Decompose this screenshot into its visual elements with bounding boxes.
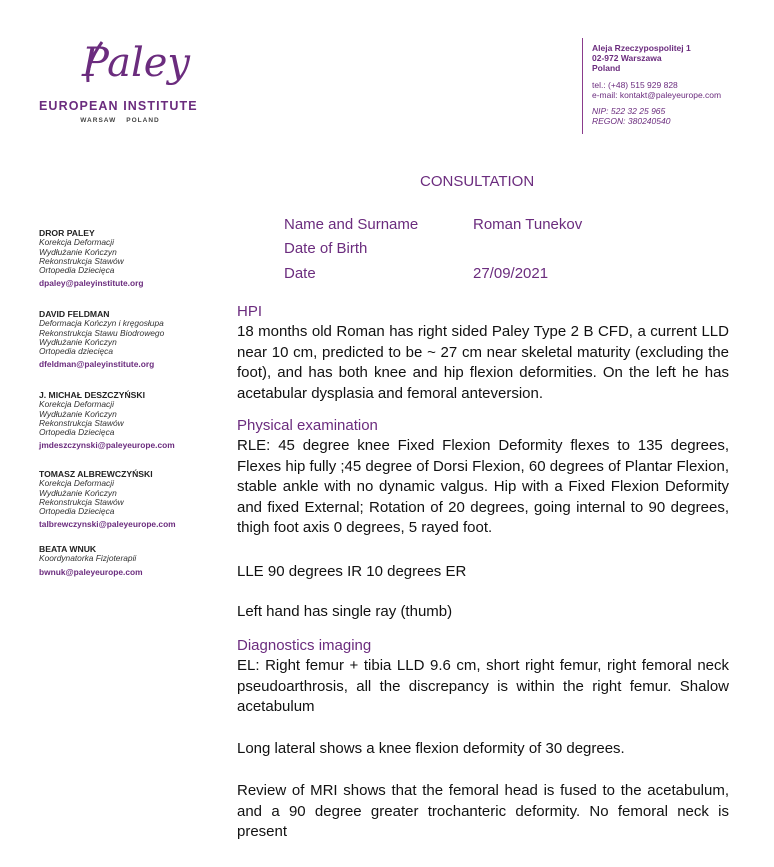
doctor-email[interactable]: bwnuk@paleyeurope.com xyxy=(39,566,143,577)
address-regon: REGON: 380240540 xyxy=(592,116,671,127)
imaging-mri-text: Review of MRI shows that the femoral head is fused to the acetabulum, and a 90 degree greater trochanteric deformity. No femoral neck is present xyxy=(237,782,729,841)
doctor-role: Deformacja Kończyn i kręgosłupa xyxy=(39,318,164,329)
exam-rle-text: RLE: 45 degree knee Fixed Flexion Deformity flexes to 135 degrees, Flexes hip fully ;45 degree of Dorsi Flexion, 60 degrees of Plantar Flexion, stable ankle with no dynamic valgus. Hip with a Fixed Flexion Deformity and fixed External; Rotation of 20 degrees, going internal to 90 degrees, thigh foot axis 0 degrees, 5 rayed foot. xyxy=(237,437,729,537)
address-tel: tel.: (+48) 515 929 828 xyxy=(592,79,678,90)
logo-city: WARSAW xyxy=(80,117,117,124)
doctor-entry xyxy=(39,391,214,451)
doctor-role: Korekcja Deformacji xyxy=(39,399,114,410)
address-email: e-mail: kontakt@paleyeurope.com xyxy=(592,89,722,100)
doctor-role: Wydłużanie Kończyn xyxy=(39,487,117,498)
doctor-entry xyxy=(39,470,214,530)
doctor-name: DAVID FELDMAN xyxy=(39,309,110,319)
address-city: 02-972 Warszawa xyxy=(592,53,662,64)
doctor-entry xyxy=(39,545,214,577)
doctor-role: Wydłużanie Kończyn xyxy=(39,408,117,419)
address-block xyxy=(592,43,721,126)
doctor-role: Korekcja Deformacji xyxy=(39,478,114,489)
name-label: Name and Surname xyxy=(284,216,419,233)
doctor-role: Rekonstrukcja Stawu Biodrowego xyxy=(39,327,165,338)
hpi-heading: HPI xyxy=(237,303,263,320)
address-street: Aleja Rzeczypospolitej 1 xyxy=(592,43,691,53)
doctor-name: TOMASZ ALBREWCZYŃSKI xyxy=(39,469,153,479)
doctor-entry xyxy=(39,229,214,289)
doctor-name: DROR PALEY xyxy=(39,228,95,238)
name-value: Roman Tunekov xyxy=(473,216,583,233)
doctor-role: Wydłużanie Kończyn xyxy=(39,336,117,347)
imaging-el-text: EL: Right femur + tibia LLD 9.6 cm, short right femur, right femoral neck pseudoarthrosis, all the discrepancy is within the right femur. Shalow acetabulum xyxy=(237,657,729,716)
doctor-email[interactable]: jmdeszczynski@paleyeurope.com xyxy=(39,440,175,451)
doctor-role: Rekonstrukcja Stawów xyxy=(39,417,124,428)
paley-logo xyxy=(78,34,191,92)
logo-script-text: Paley xyxy=(82,40,191,86)
doctor-role: Ortopedia Dziecięca xyxy=(39,427,115,438)
exam-lle-text: LLE 90 degrees IR 10 degrees ER xyxy=(237,563,467,580)
exam-hand-text: Left hand has single ray (thumb) xyxy=(237,603,453,620)
doctor-entry xyxy=(39,310,214,370)
logo-title: EUROPEAN INSTITUTE xyxy=(39,99,198,113)
doctor-role: Ortopedia Dziecięca xyxy=(39,265,115,276)
address-divider xyxy=(582,38,583,134)
logo-subtitle xyxy=(39,117,201,124)
doctor-role: Wydłużanie Kończyn xyxy=(39,246,117,257)
address-country: Poland xyxy=(592,63,621,74)
imaging-lateral-text: Long lateral shows a knee flexion deformity of 30 degrees. xyxy=(237,740,625,757)
dob-label: Date of Birth xyxy=(284,240,368,257)
doctor-role: Koordynatorka Fizjoterapii xyxy=(39,553,137,564)
doctor-role: Rekonstrukcja Stawów xyxy=(39,496,124,507)
doctor-role: Ortopedia Dziecięca xyxy=(39,506,115,517)
imaging-heading: Diagnostics imaging xyxy=(237,637,372,654)
doctor-email[interactable]: dfeldman@paleyinstitute.org xyxy=(39,359,155,370)
doctor-name: BEATA WNUK xyxy=(39,544,97,554)
hpi-text: 18 months old Roman has right sided Paley Type 2 B CFD, a current LLD near 10 cm, predicted to be ~ 27 cm near skeletal maturity (excluding the foot), and has both knee and hip flexion deformities. On the left he has acetabular dysplasia and femoral anteversion. xyxy=(237,323,729,402)
doctor-email[interactable]: talbrewczynski@paleyeurope.com xyxy=(39,519,176,530)
doctor-email[interactable]: dpaley@paleyinstitute.org xyxy=(39,278,144,289)
doctor-role: Ortopedia dziecięca xyxy=(39,346,114,357)
document-title: CONSULTATION xyxy=(420,173,535,190)
exam-heading: Physical examination xyxy=(237,417,378,434)
date-label: Date xyxy=(284,265,316,282)
doctor-role: Korekcja Deformacji xyxy=(39,237,114,248)
address-nip: NIP: 522 32 25 965 xyxy=(592,106,666,117)
logo-country: POLAND xyxy=(126,117,160,124)
date-value: 27/09/2021 xyxy=(473,265,549,282)
doctor-name: J. MICHAŁ DESZCZYŃSKI xyxy=(39,390,145,400)
doctor-role: Rekonstrukcja Stawów xyxy=(39,255,124,266)
